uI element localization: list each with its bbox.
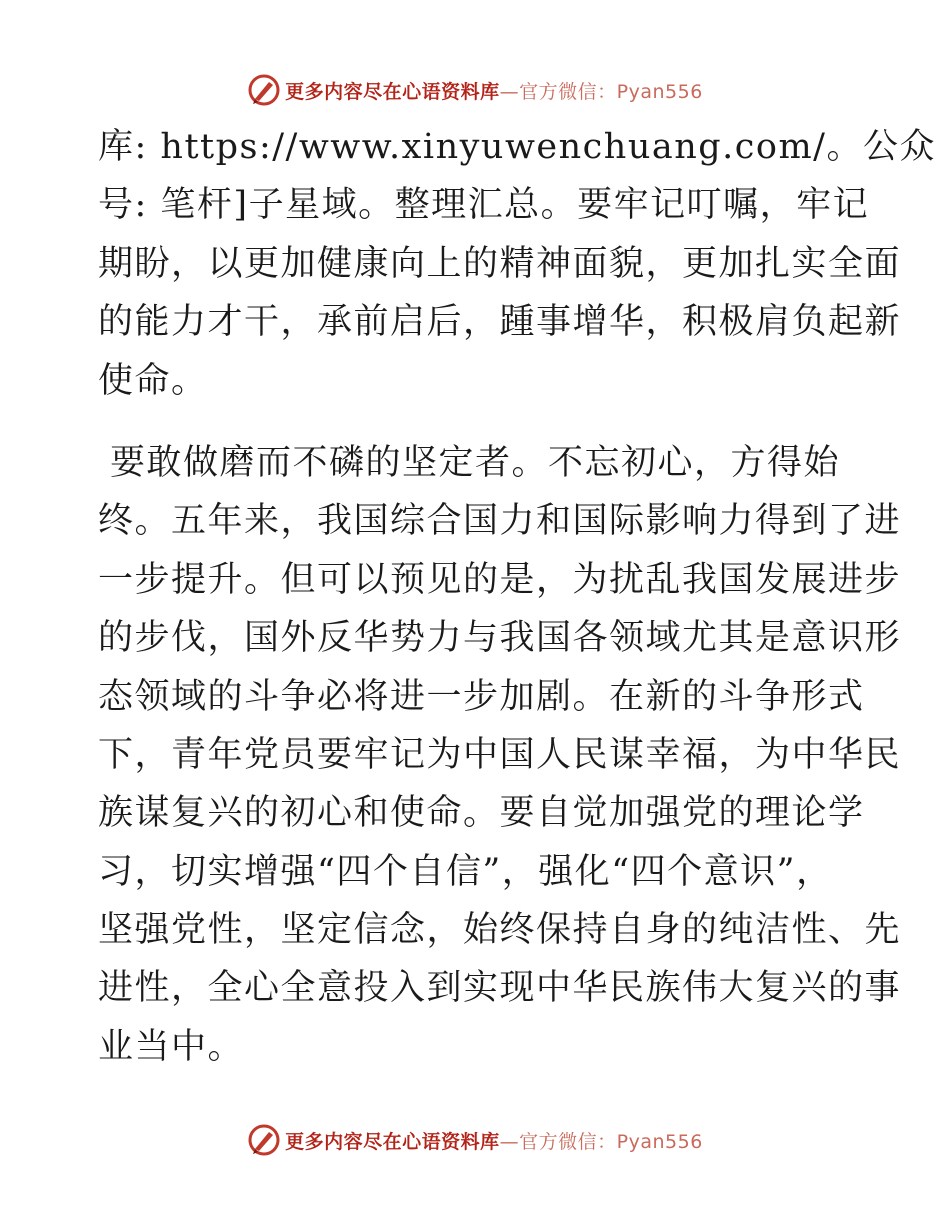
- text-line: 终。五年来，我国综合国力和国际影响力得到了进: [98, 501, 902, 542]
- text-line: 使命。: [98, 360, 208, 401]
- text-line: 业当中。: [98, 1026, 245, 1067]
- text-line: 期盼，以更加健康向上的精神面貌，更加扎实全面: [98, 243, 902, 284]
- document-body: [98, 118, 936, 1076]
- paragraph-spacer: [98, 410, 850, 434]
- text-line: 一步提升。但可以预见的是，为扰乱我国发展进步: [98, 559, 902, 600]
- banner-text: [285, 77, 703, 104]
- text-line: 要敢做磨而不磷的坚定者。不忘初心，方得始: [110, 442, 841, 483]
- text-line: 号: 笔杆]子星域。整理汇总。要牢记叮嘱，牢记: [98, 185, 870, 226]
- banner-separator: —: [499, 80, 520, 103]
- banner-wechat-text: 官方微信：Pyan556: [519, 1130, 703, 1153]
- text-line: 进性，全心全意投入到实现中华民族伟大复兴的事: [98, 968, 902, 1009]
- header-banner: [0, 70, 950, 110]
- text-line: 族谋复兴的初心和使命。要自觉加强党的理论学: [98, 793, 865, 834]
- text-line: 库: https://www.xinyuwenchuang.com/。公众: [98, 127, 936, 167]
- text-line: 下，青年党员要牢记为中国人民谋幸福，为中华民: [98, 734, 902, 775]
- banner-separator: —: [499, 1130, 520, 1153]
- pen-circle-logo-icon: [247, 1123, 281, 1157]
- banner-text: [285, 1127, 703, 1154]
- text-line: 的能力才干，承前启后，踵事增华，积极肩负起新: [98, 302, 902, 343]
- footer-banner: [0, 1120, 950, 1160]
- banner-main-text: 更多内容尽在心语资料库: [285, 80, 500, 103]
- paragraph-1: [98, 118, 936, 410]
- text-line: 态领域的斗争必将进一步加剧。在新的斗争形式: [98, 676, 865, 717]
- text-line: 习，切实增强“四个自信”，强化“四个意识”，: [98, 851, 833, 892]
- text-line: 的步伐，国外反华势力与我国各领域尤其是意识形: [98, 618, 902, 659]
- pen-circle-logo-icon: [247, 73, 281, 107]
- paragraph-2: [98, 434, 902, 1076]
- text-line: 坚强党性，坚定信念，始终保持自身的纯洁性、先: [98, 910, 902, 951]
- banner-main-text: 更多内容尽在心语资料库: [285, 1130, 500, 1153]
- banner-wechat-text: 官方微信：Pyan556: [519, 80, 703, 103]
